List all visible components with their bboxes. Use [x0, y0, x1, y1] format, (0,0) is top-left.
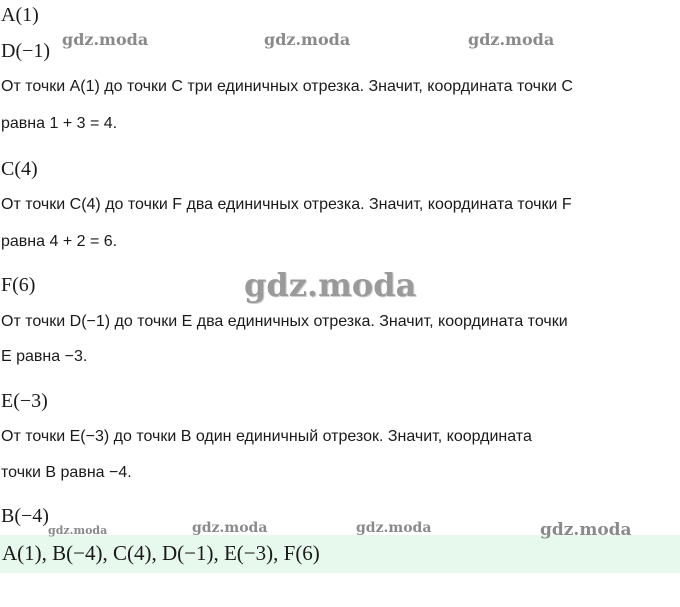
math-point-d	[1, 40, 50, 63]
line-14: B(−4)	[1, 505, 49, 527]
line-12: От точки E(−3) до точки B один единичный отрезок. Значит, координата	[1, 428, 532, 445]
text-line-c-result	[1, 115, 117, 133]
text-line-b-result	[1, 464, 132, 482]
watermark-logo: gdz.moda	[540, 520, 632, 540]
answer-text: A(1), B(−4), C(4), D(−1), E(−3), F(6)	[2, 541, 320, 565]
watermark-logo: gdz.moda	[244, 266, 417, 304]
line-10: E равна −3.	[1, 348, 88, 365]
text-line-de	[1, 313, 568, 331]
text-line-cf	[1, 196, 572, 214]
line-1: A(1)	[1, 4, 39, 26]
watermark-logo: gdz.moda	[48, 524, 108, 537]
line-4: равна 1 + 3 = 4.	[1, 115, 118, 132]
text-line-ac	[1, 78, 573, 96]
line-5: C(4)	[1, 158, 38, 180]
text-line-eb	[1, 428, 532, 446]
watermark-logo: gdz.moda	[468, 30, 555, 49]
math-point-e	[1, 390, 48, 413]
line-8: F(6)	[1, 274, 36, 296]
line-13: точки B равна −4.	[1, 464, 132, 481]
math-point-a	[1, 4, 39, 27]
watermark-logo: gdz.moda	[192, 520, 268, 536]
math-point-c	[1, 158, 38, 181]
text-line-e-result	[1, 348, 87, 366]
line-2: D(−1)	[1, 40, 51, 62]
watermark-logo: gdz.moda	[264, 30, 351, 49]
line-6: От точки C(4) до точки F два единичных отрезка. Значит, координата точки F	[1, 196, 572, 213]
math-point-f	[1, 274, 35, 297]
answer-box	[0, 535, 680, 573]
math-point-b	[1, 505, 49, 528]
watermark-logo: gdz.moda	[356, 520, 432, 536]
line-9: От точки D(−1) до точки E два единичных отрезка. Значит, координата точки	[1, 313, 568, 330]
line-11: E(−3)	[1, 390, 48, 412]
watermark-logo: gdz.moda	[62, 30, 149, 49]
text-line-f-result	[1, 233, 117, 251]
line-7: равна 4 + 2 = 6.	[1, 233, 118, 250]
line-3: От точки A(1) до точки C три единичных отрезка. Значит, координата точки C	[1, 78, 573, 95]
